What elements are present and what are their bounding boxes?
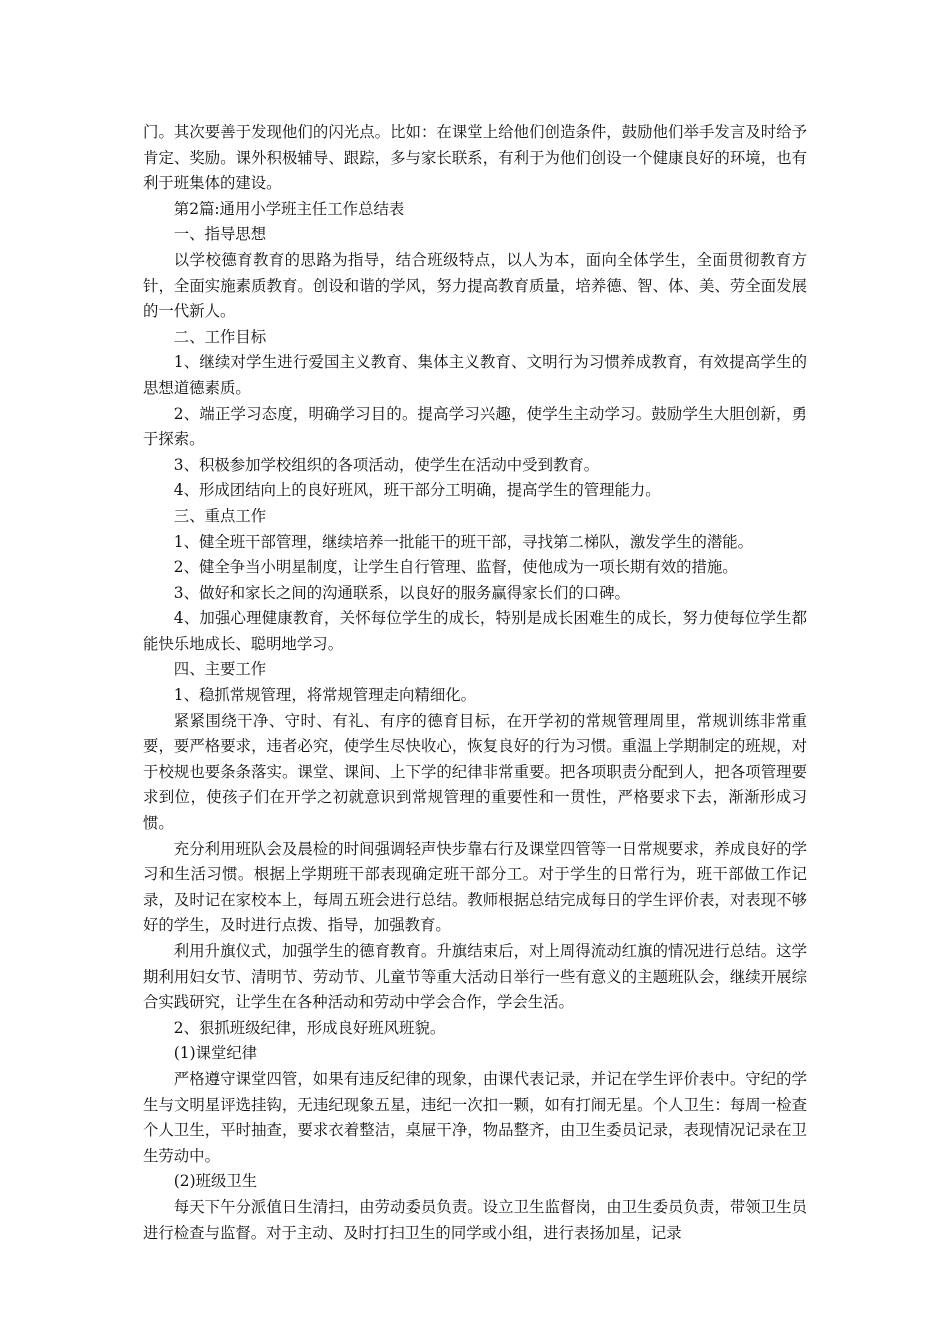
list-item: 1、继续对学生进行爱国主义教育、集体主义教育、文明行为习惯养成教育，有效提高学生的思想道德素质。 xyxy=(143,353,807,397)
paragraph: 严格遵守课堂四管，如果有违反纪律的现象，由课代表记录，并记在学生评价表中。守纪的学生与文明星评选挂钩，无违纪现象五星，违纪一次扣一颗，如有打闹无星。个人卫生：每周一检查个人卫生，平时抽查，要求衣着整洁，桌屉干净，物品整齐，由卫生委员记录，表现情况记录在卫生劳动中。 xyxy=(143,1069,807,1165)
article-title: 第2篇:通用小学班主任工作总结表 xyxy=(173,199,405,218)
paragraph: 门。其次要善于发现他们的闪光点。比如：在课堂上给他们创造条件，鼓励他们举手发言及时给予肯定、奖励。课外积极辅导、跟踪，多与家长联系，有利于为他们创设一个健康良好的环境，也有利于班集体的建设。 xyxy=(143,123,807,193)
list-item: 1、健全班干部管理，继续培养一批能干的班干部，寻找第二梯队，激发学生的潜能。 xyxy=(173,532,754,551)
list-item: 3、做好和家长之间的沟通联系，以良好的服务赢得家长们的口碑。 xyxy=(173,583,630,602)
sub-heading: 1、稳抓常规管理，将常规管理走向精细化。 xyxy=(173,686,477,705)
document-page xyxy=(143,120,807,1246)
section-heading: 三、重点工作 xyxy=(173,506,267,525)
list-item: 4、加强心理健康教育，关怀每位学生的成长，特别是成长困难生的成长，努力使每位学生都能快乐地成长、聪明地学习。 xyxy=(143,609,807,653)
section-heading: 二、工作目标 xyxy=(173,327,267,346)
list-item: 4、形成团结向上的良好班风，班干部分工明确，提高学生的管理能力。 xyxy=(173,481,661,500)
sub-heading: 2、狠抓班级纪律，形成良好班风班貌。 xyxy=(173,1018,446,1037)
paragraph: 充分利用班队会及晨检的时间强调轻声快步靠右行及课堂四管等一日常规要求，养成良好的学习和生活习惯。根据上学期班干部表现确定班干部分工。对于学生的日常行为，班干部做工作记录，及时记在家校本上，每周五班会进行总结。教师根据总结完成每日的学生评价表，对表现不够好的学生，及时进行点拨、指导，加强教育。 xyxy=(143,839,807,935)
paragraph: 利用升旗仪式，加强学生的德育教育。升旗结束后，对上周得流动红旗的情况进行总结。这学期利用妇女节、清明节、劳动节、儿童节等重大活动日举行一些有意义的主题班队会，继续开展综合实践研究，让学生在各种活动和劳动中学会合作，学会生活。 xyxy=(143,942,807,1012)
paragraph: 以学校德育教育的思路为指导，结合班级特点，以人为本，面向全体学生，全面贯彻教育方针，全面实施素质教育。创设和谐的学风，努力提高教育质量，培养德、智、体、美、劳全面发展的一代新人。 xyxy=(143,250,807,321)
list-item: 3、积极参加学校组织的各项活动，使学生在活动中受到教育。 xyxy=(173,455,600,474)
sub-sub-heading: (1)课堂纪律 xyxy=(173,1044,258,1063)
sub-sub-heading: (2)班级卫生 xyxy=(173,1172,258,1191)
list-item: 2、端正学习态度，明确学习目的。提高学习兴趣，使学生主动学习。鼓励学生大胆创新，勇于探索。 xyxy=(143,404,807,449)
list-item: 2、健全争当小明星制度，让学生自行管理、监督，使他成为一项长期有效的措施。 xyxy=(173,558,738,577)
paragraph: 紧紧围绕干净、守时、有礼、有序的德育目标，在开学初的常规管理周里，常规训练非常重要，要严格要求，违者必究，使学生尽快收心，恢复良好的行为习惯。重温上学期制定的班规，对于校规也要条条落实。课堂、课间、上下学的纪律非常重要。把各项职责分配到人，把各项管理要求到位，使孩子们在开学之初就意识到常规管理的重要性和一贯性，严格要求下去，渐渐形成习惯。 xyxy=(143,711,807,833)
paragraph: 每天下午分派值日生清扫，由劳动委员负责。设立卫生监督岗，由卫生委员负责，带领卫生员进行检查与监督。对于主动、及时打扫卫生的同学或小组，进行表扬加星，记录 xyxy=(143,1197,807,1242)
section-heading: 一、指导思想 xyxy=(173,225,267,244)
section-heading: 四、主要工作 xyxy=(173,660,267,679)
